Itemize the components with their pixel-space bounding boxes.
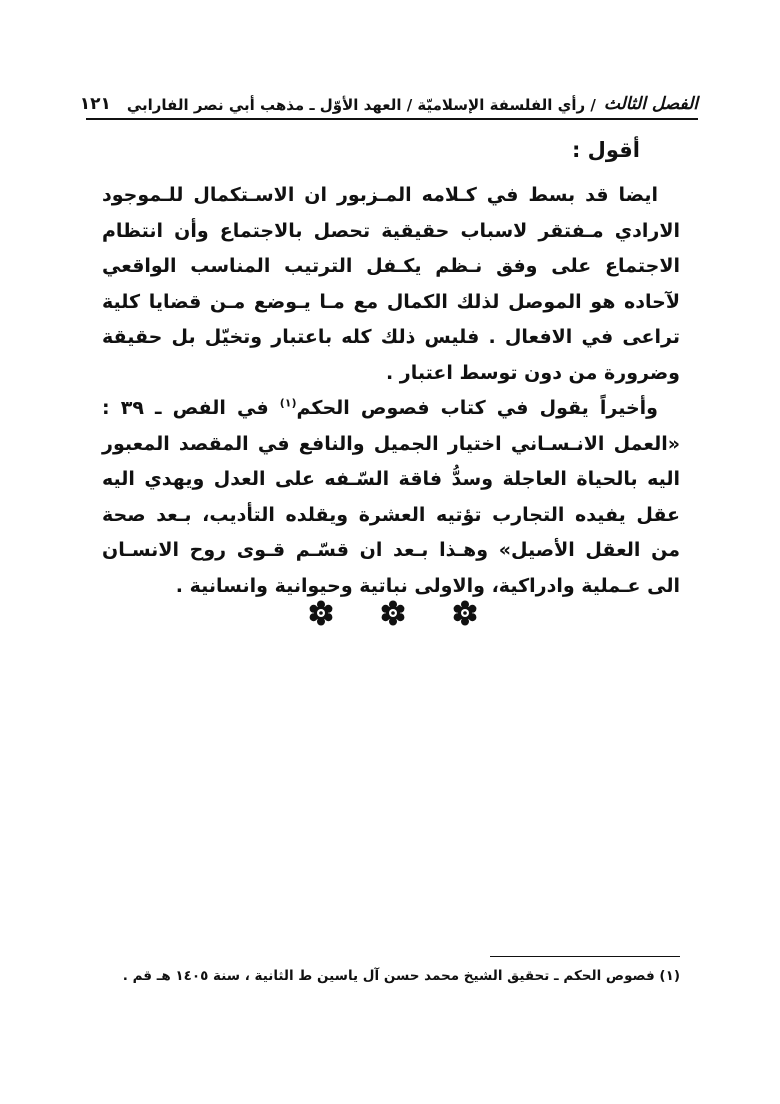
body-text	[102, 178, 680, 604]
paragraph-2-start: وأخيراً يقول في كتاب فصوص الحكم	[296, 397, 658, 419]
section-heading: أقول :	[571, 138, 640, 162]
flower-ornament-icon	[308, 600, 334, 626]
footnote: (١) فصوص الحكم ـ تحقيق الشيخ محمد حسن آل ياسين ط الثانية ، سنة ١٤٠٥ هـ قم .	[122, 968, 680, 984]
paragraph-1: ايضا قد بسط في كـلامه المـزبور ان الاسـتكمال للـموجود الارادي مـفتقر لاسباب حقيقية تحصل بالاجتماع وأن انتظام الاجتماع على وفق نـظم يكـفل الترتيب المناسب الواقعي لآحاده هو الموصل لذلك الكمال مع مـا يـوضع مـن قضايا كلية تراعى في الافعال . فليس ذلك كله باعتبار وتخيّل بل حقيقة وضرورة من دون توسط اعتبار .	[102, 184, 680, 384]
flower-ornament-icon	[452, 600, 478, 626]
header-rule	[86, 118, 698, 120]
paragraph-2	[102, 391, 680, 604]
flower-ornament-icon	[380, 600, 406, 626]
page-number: ١٢١	[79, 94, 111, 114]
ornament-row	[308, 600, 478, 632]
footnote-reference: (١)	[279, 396, 297, 410]
header-title: / رأي الفلسفة الإسلاميّة / العهد الأوّل ـ مذهب أبي نصر الفارابي	[126, 96, 596, 114]
header-chapter: الفصل الثالث	[603, 94, 698, 114]
paragraph-2-rest: في الفص ـ ٣٩ : «العمل الانـسـاني اختيار الجميل والنافع في المقصد المعبور اليه بالحياة العاجلة وسدُّ فاقة السّـفه على العدل ويهدي اليه عقل يفيده التجارب تؤتيه العشرة ويقلده التأديب، بـعد صحة من العقل الأصيل» وهـذا بـعد ان قسّـم قـوى روح الانسـان الى عـملية وادراكية، والاولى نباتية وحيوانية وانسانية .	[102, 397, 680, 597]
running-header	[79, 84, 698, 114]
footnote-rule	[490, 956, 680, 957]
